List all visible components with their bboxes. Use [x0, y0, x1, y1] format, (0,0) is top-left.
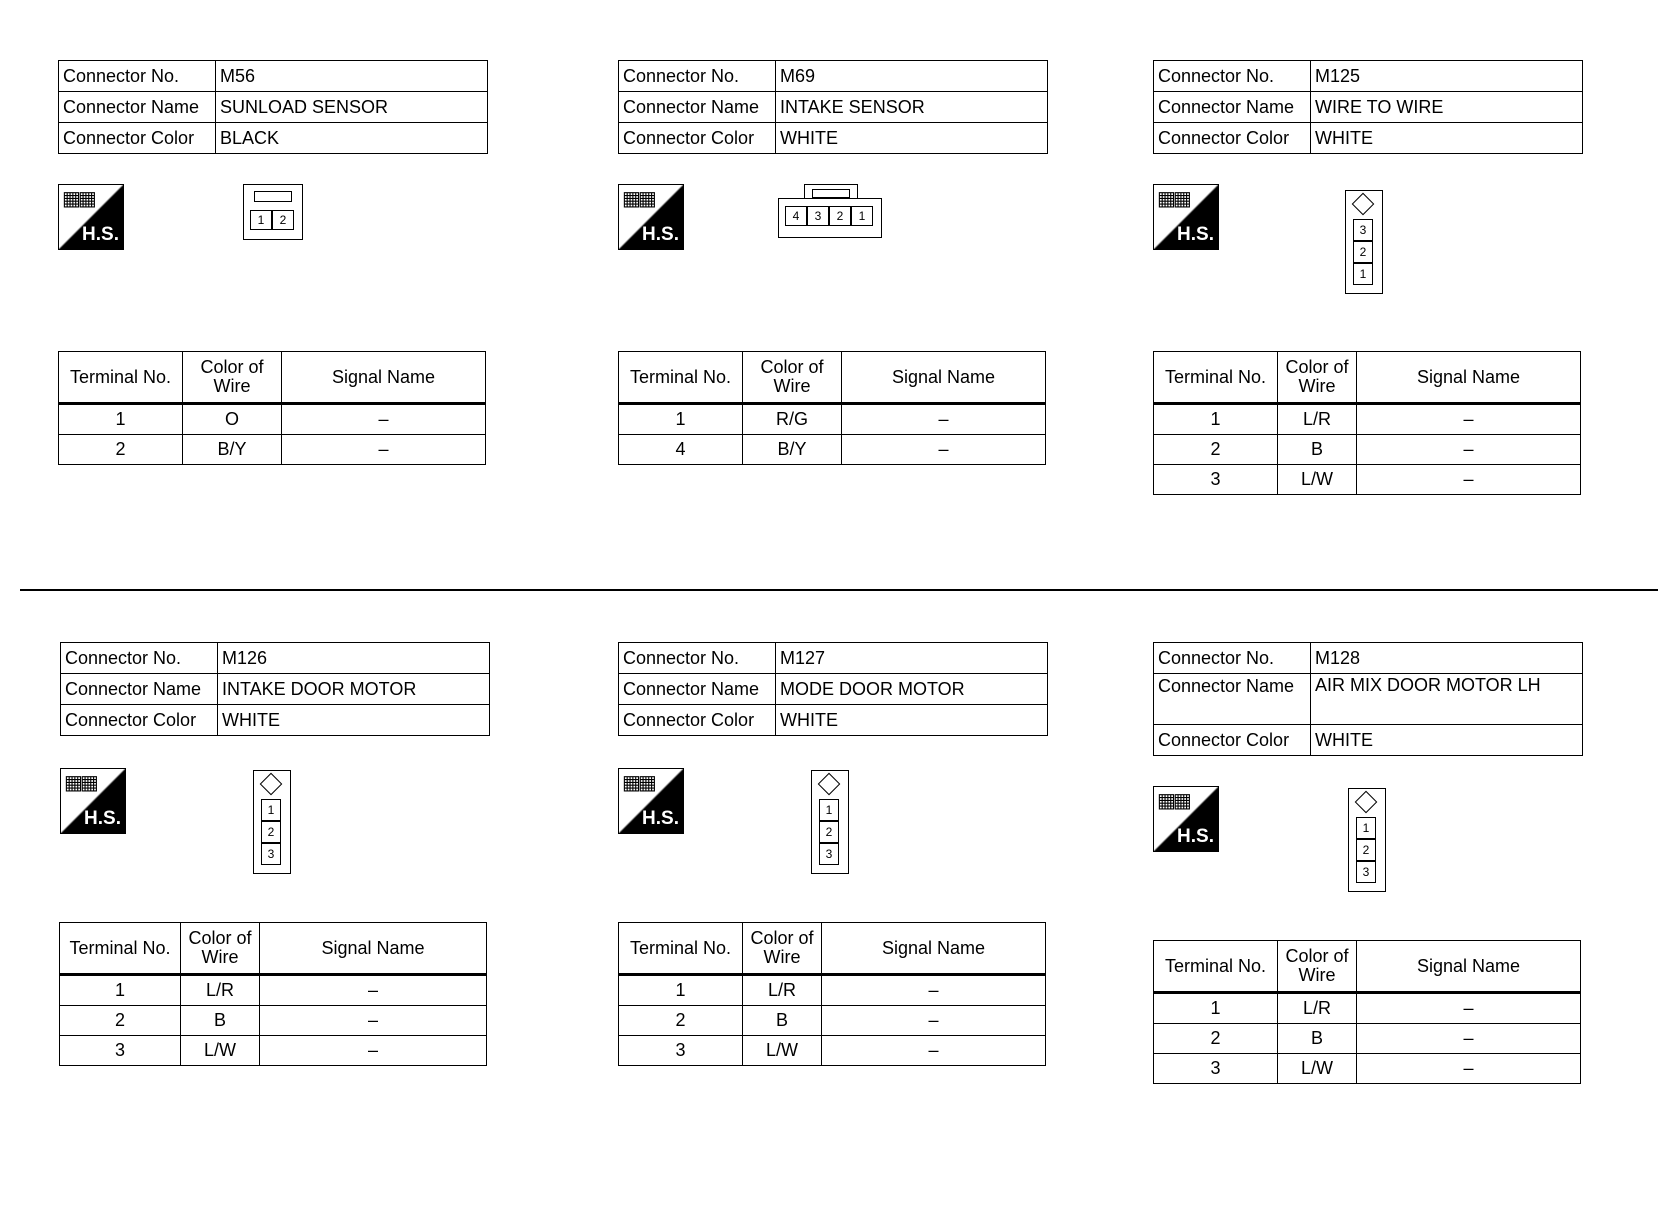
connector-color-label: Connector Color	[1154, 123, 1311, 154]
connector-info-table	[618, 642, 1048, 736]
terminal-no-header: Terminal No.	[619, 352, 743, 404]
signal-cell: –	[260, 975, 487, 1006]
connector-glyph-icon: ▦▦	[622, 188, 654, 210]
section-divider	[20, 589, 1658, 591]
connector-face-diagram	[243, 184, 303, 240]
terminal-cell: 1	[59, 404, 183, 435]
pin-cell: 3	[807, 206, 829, 226]
terminal-cell: 3	[619, 1036, 743, 1066]
terminal-no-header: Terminal No.	[59, 352, 183, 404]
connector-color-value: WHITE	[1311, 725, 1583, 756]
table-row	[619, 975, 1046, 1006]
connector-name-label: Connector Name	[619, 674, 776, 705]
terminal-cell: 2	[619, 1006, 743, 1036]
signal-cell: –	[842, 435, 1046, 465]
terminal-no-header: Terminal No.	[1154, 941, 1278, 993]
connector-name-label: Connector Name	[619, 92, 776, 123]
table-row	[60, 1006, 487, 1036]
connector-no-value: M126	[218, 643, 490, 674]
key-diamond-icon	[260, 773, 283, 796]
connector-glyph-icon: ▦▦	[1157, 188, 1189, 210]
table-row	[619, 1036, 1046, 1066]
terminal-cell: 2	[60, 1006, 181, 1036]
table-row	[60, 1036, 487, 1066]
connector-name-value: AIR MIX DOOR MOTOR LH	[1311, 674, 1583, 725]
connector-color-value: WHITE	[1311, 123, 1583, 154]
pin-cell: 2	[261, 821, 281, 843]
terminal-table	[59, 922, 487, 1066]
terminal-cell: 1	[619, 404, 743, 435]
pin-cell: 1	[250, 210, 272, 230]
signal-cell: –	[822, 975, 1046, 1006]
connector-color-label: Connector Color	[619, 123, 776, 154]
pin-cell: 3	[1356, 861, 1376, 883]
signal-cell: –	[1357, 1054, 1581, 1084]
terminal-no-header: Terminal No.	[60, 923, 181, 975]
terminal-cell: 4	[619, 435, 743, 465]
hs-label: H.S.	[1177, 826, 1214, 847]
latch-shape	[254, 191, 292, 202]
connector-name-value: WIRE TO WIRE	[1311, 92, 1583, 123]
hs-label: H.S.	[84, 808, 121, 829]
connector-no-value: M125	[1311, 61, 1583, 92]
wire-cell: L/W	[1278, 1054, 1357, 1084]
table-row	[59, 435, 486, 465]
terminal-cell: 1	[1154, 404, 1278, 435]
signal-cell: –	[1357, 465, 1581, 495]
wire-cell: L/W	[181, 1036, 260, 1066]
table-row	[1154, 1024, 1581, 1054]
connector-name-label: Connector Name	[1154, 674, 1311, 725]
connector-no-value: M128	[1311, 643, 1583, 674]
terminal-table	[1153, 351, 1581, 495]
connector-name-value: MODE DOOR MOTOR	[776, 674, 1048, 705]
terminal-cell: 2	[1154, 435, 1278, 465]
connector-color-label: Connector Color	[619, 705, 776, 736]
table-row	[619, 435, 1046, 465]
table-row	[1154, 465, 1581, 495]
connector-no-label: Connector No.	[61, 643, 218, 674]
connector-color-label: Connector Color	[59, 123, 216, 154]
connector-face-diagram	[811, 770, 849, 874]
wire-color-header: Color of Wire	[743, 352, 842, 404]
pin-cell: 2	[1353, 241, 1373, 263]
wire-cell: L/R	[743, 975, 822, 1006]
connector-name-value: SUNLOAD SENSOR	[216, 92, 488, 123]
pin-cell: 1	[851, 206, 873, 226]
terminal-cell: 1	[60, 975, 181, 1006]
pin-cell: 2	[819, 821, 839, 843]
terminal-cell: 2	[59, 435, 183, 465]
pin-cell: 1	[819, 799, 839, 821]
signal-cell: –	[842, 404, 1046, 435]
connector-color-label: Connector Color	[61, 705, 218, 736]
connector-color-value: WHITE	[776, 705, 1048, 736]
wire-color-header: Color of Wire	[743, 923, 822, 975]
connector-no-value: M56	[216, 61, 488, 92]
connector-no-value: M127	[776, 643, 1048, 674]
terminal-cell: 3	[1154, 1054, 1278, 1084]
key-diamond-icon	[1352, 193, 1375, 216]
wire-color-header: Color of Wire	[1278, 352, 1357, 404]
wire-cell: L/R	[1278, 404, 1357, 435]
connector-no-label: Connector No.	[1154, 643, 1311, 674]
connector-info-table	[618, 60, 1048, 154]
pin-cell: 4	[785, 206, 807, 226]
signal-name-header: Signal Name	[282, 352, 486, 404]
wire-cell: B	[1278, 435, 1357, 465]
harness-side-icon	[1153, 184, 1219, 250]
connector-info-table	[60, 642, 490, 736]
signal-cell: –	[1357, 1024, 1581, 1054]
hs-label: H.S.	[82, 224, 119, 245]
terminal-table	[618, 922, 1046, 1066]
connector-no-value: M69	[776, 61, 1048, 92]
terminal-cell: 3	[1154, 465, 1278, 495]
harness-side-icon	[1153, 786, 1219, 852]
connector-glyph-icon: ▦▦	[62, 188, 94, 210]
signal-cell: –	[822, 1036, 1046, 1066]
harness-side-icon	[618, 184, 684, 250]
signal-cell: –	[260, 1036, 487, 1066]
terminal-no-header: Terminal No.	[619, 923, 743, 975]
connector-no-label: Connector No.	[619, 643, 776, 674]
signal-cell: –	[1357, 404, 1581, 435]
signal-cell: –	[260, 1006, 487, 1036]
wire-color-header: Color of Wire	[1278, 941, 1357, 993]
table-row	[1154, 993, 1581, 1024]
pin-cell: 2	[829, 206, 851, 226]
hs-label: H.S.	[642, 808, 679, 829]
pin-cell: 2	[1356, 839, 1376, 861]
pin-column	[1353, 219, 1373, 285]
signal-cell: –	[1357, 993, 1581, 1024]
wire-cell: B	[1278, 1024, 1357, 1054]
hs-label: H.S.	[1177, 224, 1214, 245]
harness-side-icon	[618, 768, 684, 834]
connector-color-value: BLACK	[216, 123, 488, 154]
pin-cell: 3	[1353, 219, 1373, 241]
connector-face-diagram	[1348, 788, 1386, 892]
wire-cell: B	[743, 1006, 822, 1036]
table-row	[619, 404, 1046, 435]
connector-name-value: INTAKE SENSOR	[776, 92, 1048, 123]
signal-cell: –	[282, 435, 486, 465]
signal-name-header: Signal Name	[260, 923, 487, 975]
wire-cell: B/Y	[183, 435, 282, 465]
connector-name-label: Connector Name	[1154, 92, 1311, 123]
table-row	[60, 975, 487, 1006]
connector-face-diagram	[778, 184, 882, 238]
key-diamond-icon	[1355, 791, 1378, 814]
connector-glyph-icon: ▦▦	[622, 772, 654, 794]
table-row	[1154, 404, 1581, 435]
connector-name-label: Connector Name	[59, 92, 216, 123]
signal-name-header: Signal Name	[822, 923, 1046, 975]
pin-cell: 3	[819, 843, 839, 865]
connector-info-table	[58, 60, 488, 154]
wire-color-header: Color of Wire	[183, 352, 282, 404]
table-row	[1154, 1054, 1581, 1084]
harness-side-icon	[58, 184, 124, 250]
wire-cell: B/Y	[743, 435, 842, 465]
connector-face-diagram	[253, 770, 291, 874]
table-row	[619, 1006, 1046, 1036]
connector-no-label: Connector No.	[1154, 61, 1311, 92]
signal-name-header: Signal Name	[1357, 941, 1581, 993]
connector-color-value: WHITE	[218, 705, 490, 736]
wire-cell: L/W	[743, 1036, 822, 1066]
connector-color-value: WHITE	[776, 123, 1048, 154]
connector-no-label: Connector No.	[619, 61, 776, 92]
terminal-table	[1153, 940, 1581, 1084]
connector-glyph-icon: ▦▦	[1157, 790, 1189, 812]
terminal-table	[58, 351, 486, 465]
pin-row	[250, 210, 294, 230]
connector-no-label: Connector No.	[59, 61, 216, 92]
harness-side-icon	[60, 768, 126, 834]
terminal-cell: 1	[619, 975, 743, 1006]
signal-cell: –	[1357, 435, 1581, 465]
wire-cell: L/R	[181, 975, 260, 1006]
table-row	[59, 404, 486, 435]
terminal-no-header: Terminal No.	[1154, 352, 1278, 404]
signal-cell: –	[282, 404, 486, 435]
signal-cell: –	[822, 1006, 1046, 1036]
connector-info-table	[1153, 642, 1583, 756]
pin-cell: 1	[1353, 263, 1373, 285]
connector-name-value: INTAKE DOOR MOTOR	[218, 674, 490, 705]
wire-color-header: Color of Wire	[181, 923, 260, 975]
wire-cell: R/G	[743, 404, 842, 435]
latch-shape	[812, 189, 850, 198]
wire-cell: B	[181, 1006, 260, 1036]
signal-name-header: Signal Name	[842, 352, 1046, 404]
connector-face-diagram	[1345, 190, 1383, 294]
pin-column	[1356, 817, 1376, 883]
table-row	[1154, 435, 1581, 465]
pin-cell: 1	[261, 799, 281, 821]
pin-column	[261, 799, 281, 865]
pin-cell: 3	[261, 843, 281, 865]
wire-cell: L/W	[1278, 465, 1357, 495]
terminal-cell: 3	[60, 1036, 181, 1066]
hs-label: H.S.	[642, 224, 679, 245]
connector-glyph-icon: ▦▦	[64, 772, 96, 794]
connector-info-table	[1153, 60, 1583, 154]
connector-color-label: Connector Color	[1154, 725, 1311, 756]
terminal-cell: 2	[1154, 1024, 1278, 1054]
terminal-cell: 1	[1154, 993, 1278, 1024]
pin-row	[785, 206, 873, 226]
connector-name-label: Connector Name	[61, 674, 218, 705]
terminal-table	[618, 351, 1046, 465]
pin-column	[819, 799, 839, 865]
pin-cell: 1	[1356, 817, 1376, 839]
signal-name-header: Signal Name	[1357, 352, 1581, 404]
pin-cell: 2	[272, 210, 294, 230]
key-diamond-icon	[818, 773, 841, 796]
wire-cell: L/R	[1278, 993, 1357, 1024]
wire-cell: O	[183, 404, 282, 435]
